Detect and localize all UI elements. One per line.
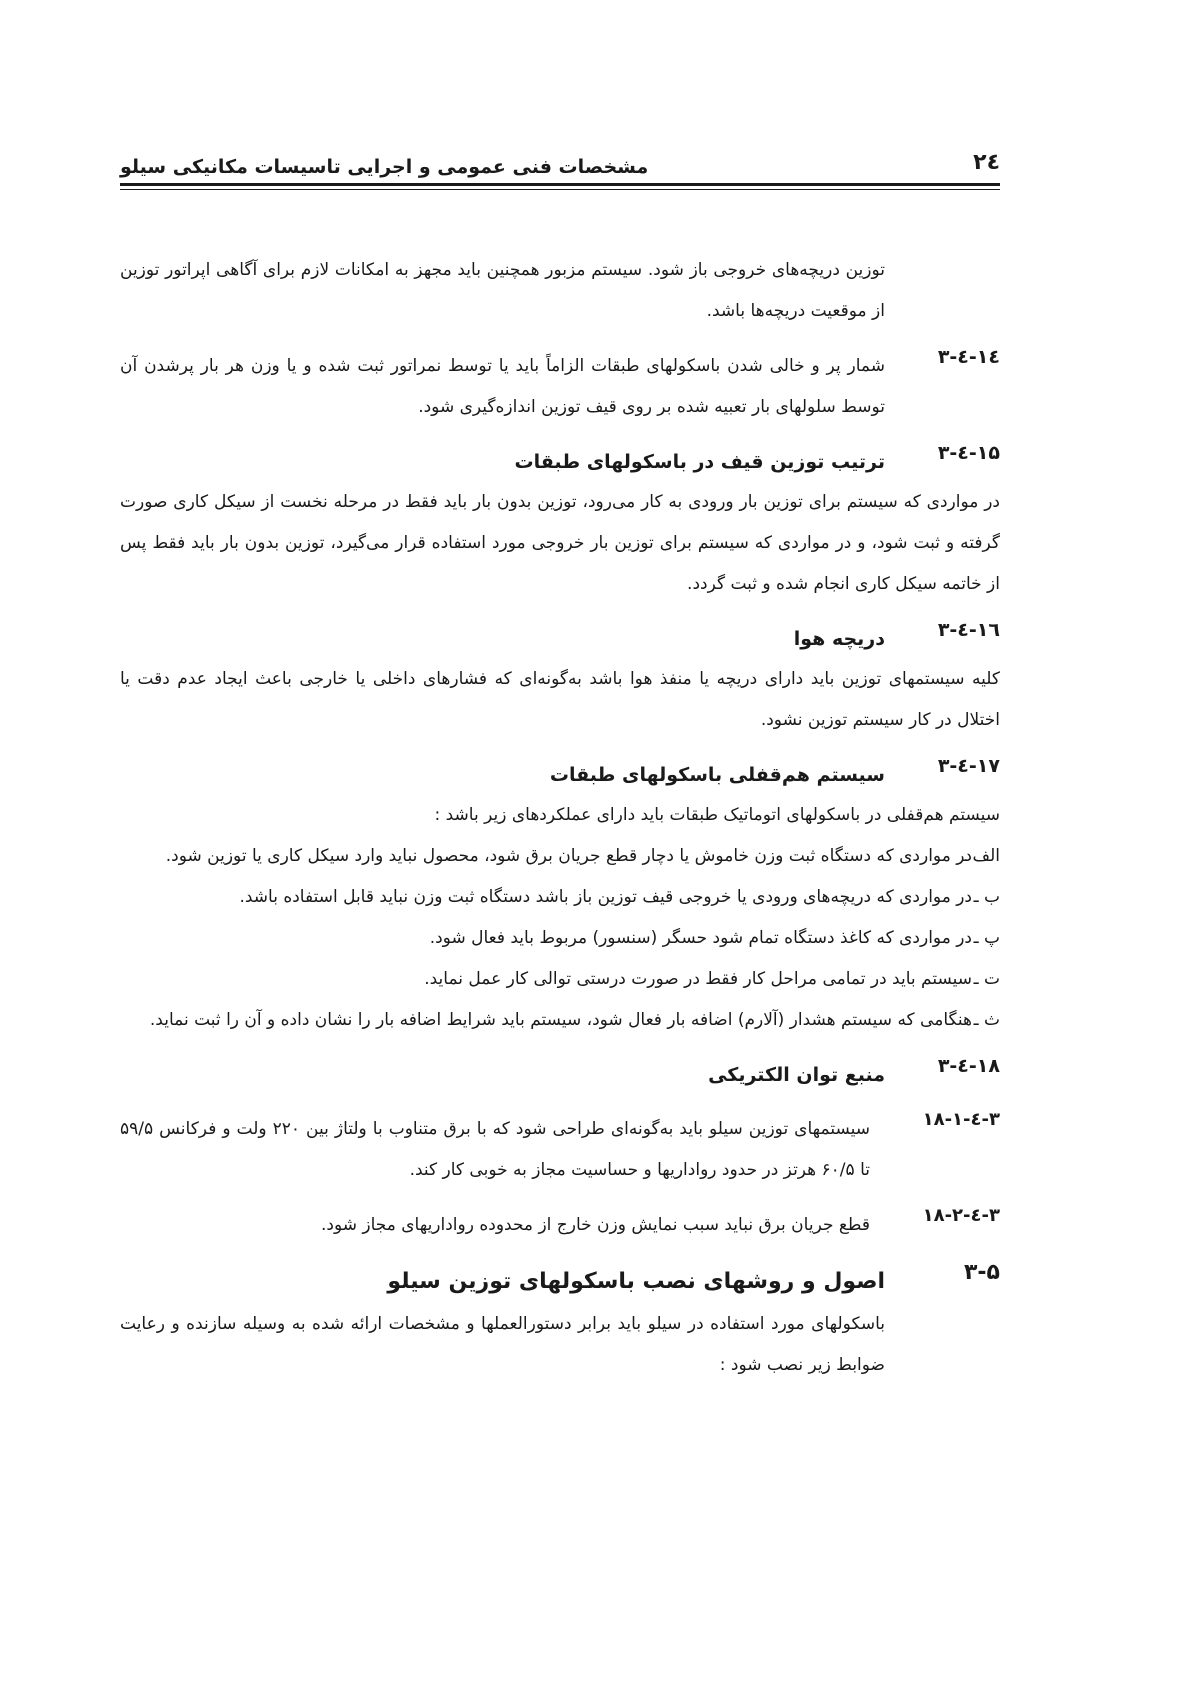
section-3-4-18-2 — [120, 1205, 1000, 1246]
section-heading: سیستم هم‌قفلی باسکولهای طبقات — [549, 764, 885, 786]
list-item-text: سیستم باید در تمامی مراحل کار فقط در صورت درستی توالی کار عمل نماید. — [424, 969, 972, 989]
section-text: در مواردی که سیستم برای توزین بار ورودی به کار می‌رود، توزین بدون بار باید فقط در مرحله نخست از سیکل کاری صورت گرفته و ثبت شود، و در مواردی که سیستم برای توزین بار خروجی مورد استفاده قرار می‌گیرد، توزین بدون بار باید فقط پس از خاتمه سیکل کاری انجام شده و ثبت گردد. — [120, 492, 1000, 594]
page-content — [120, 250, 1000, 1400]
section-intro: سیستم هم‌قفلی در باسکولهای اتوماتیک طبقات باید دارای عملکردهای زیر باشد : — [434, 805, 1000, 825]
list-item — [120, 918, 1000, 959]
list-item-text: در مواردی که کاغذ دستگاه تمام شود حسگر (سنسور) مربوط باید فعال شود. — [429, 928, 972, 948]
list-item-text: هنگامی که سیستم هشدار (آلارم) اضافه بار فعال شود، سیستم باید شرایط اضافه بار را نشان داده و آن را ثبت نماید. — [149, 1010, 972, 1030]
intro-paragraph: توزین دریچه‌های خروجی باز شود. سیستم مزبور همچنین باید مجهز به امکانات لازم برای آگاهی اپراتور توزین از موقعیت دریچه‌ها باشد. — [120, 260, 885, 321]
subsection-number: ۳-٤-۱۸-۱ — [922, 1109, 1000, 1130]
header-rule-thin — [120, 189, 1000, 190]
subsection-number: ۳-٤-۱۸-۲ — [922, 1205, 1000, 1226]
section-text: شمار پر و خالی شدن باسکولهای طبقات الزاماً باید یا توسط نمراتور ثبت شده و یا وزن هر بار پرشدن آن توسط سلولهای بار تعبیه شده بر روی قیف توزین اندازه‌گیری شود. — [120, 356, 885, 417]
page-header — [120, 150, 1000, 186]
section-3-4-18 — [120, 1055, 1000, 1095]
list-marker: پ ـ — [973, 928, 1000, 948]
section-3-4-16 — [120, 619, 1000, 741]
list-item — [120, 836, 1000, 877]
section-3-4-17 — [120, 755, 1000, 1041]
section-number: ۳-٤-۱۸ — [937, 1055, 1000, 1077]
section-number: ۳-۵ — [964, 1260, 1000, 1285]
section-number: ۳-٤-۱۷ — [937, 755, 1000, 777]
section-heading: منبع توان الکتریکی — [708, 1064, 885, 1086]
section-number: ۳-٤-۱۵ — [937, 442, 1000, 464]
list-item — [120, 877, 1000, 918]
page-number: ۲٤ — [973, 150, 1000, 175]
intro-paragraph-block — [120, 250, 1000, 332]
running-title: مشخصات فنی عمومی و اجرایی تاسیسات مکانیکی سیلو — [120, 156, 649, 178]
document-page — [120, 0, 1000, 1684]
list-item-text: در مواردی که دستگاه ثبت وزن خاموش یا دچار قطع جریان برق شود، محصول نباید وارد سیکل کاری یا توزین شود. — [165, 846, 972, 866]
list-marker: الف ـ — [962, 846, 1000, 866]
subsection-text: قطع جریان برق نباید سبب نمایش وزن خارج از محدوده رواداریهای مجاز شود. — [320, 1215, 870, 1235]
section-text: باسکولهای مورد استفاده در سیلو باید برابر دستورالعملها و مشخصات ارائه شده به وسیله سازنده و رعایت ضوابط زیر نصب شود : — [120, 1314, 885, 1375]
list-marker: ث ـ — [973, 1010, 1000, 1030]
subsection-text: سیستمهای توزین سیلو باید به‌گونه‌ای طراحی شود که با برق متناوب با ولتاژ بین ۲۲۰ ولت و فرکانس ۵۹/۵ تا ۶۰/۵ هرتز در حدود رواداریها و حساسیت مجاز به خوبی کار کند. — [120, 1119, 871, 1180]
header-rule-thick — [120, 183, 1000, 186]
list-item — [120, 1000, 1000, 1041]
section-heading: ترتیب توزین قیف در باسکولهای طبقات — [514, 451, 885, 473]
list-marker: ت ـ — [973, 969, 1000, 989]
list-marker: ب ـ — [973, 887, 1000, 907]
section-3-4-14 — [120, 346, 1000, 428]
section-heading: اصول و روشهای نصب باسکولهای توزین سیلو — [387, 1269, 885, 1294]
section-heading: دریچه هوا — [793, 628, 885, 650]
section-3-4-15 — [120, 442, 1000, 605]
list-item-text: در مواردی که دریچه‌های ورودی یا خروجی قیف توزین باز باشد دستگاه ثبت وزن نباید قابل استفاده باشد. — [239, 887, 972, 907]
section-number: ۳-٤-۱٤ — [937, 346, 1000, 368]
section-3-5 — [120, 1260, 1000, 1386]
section-3-4-18-1 — [120, 1109, 1000, 1191]
section-number: ۳-٤-۱٦ — [937, 619, 1000, 641]
list-item — [120, 959, 1000, 1000]
section-text: کلیه سیستمهای توزین باید دارای دریچه یا منفذ هوا باشد به‌گونه‌ای که فشارهای داخلی یا خارجی باعث ایجاد عدم دقت یا اختلال در کار سیستم توزین نشود. — [120, 669, 1000, 730]
